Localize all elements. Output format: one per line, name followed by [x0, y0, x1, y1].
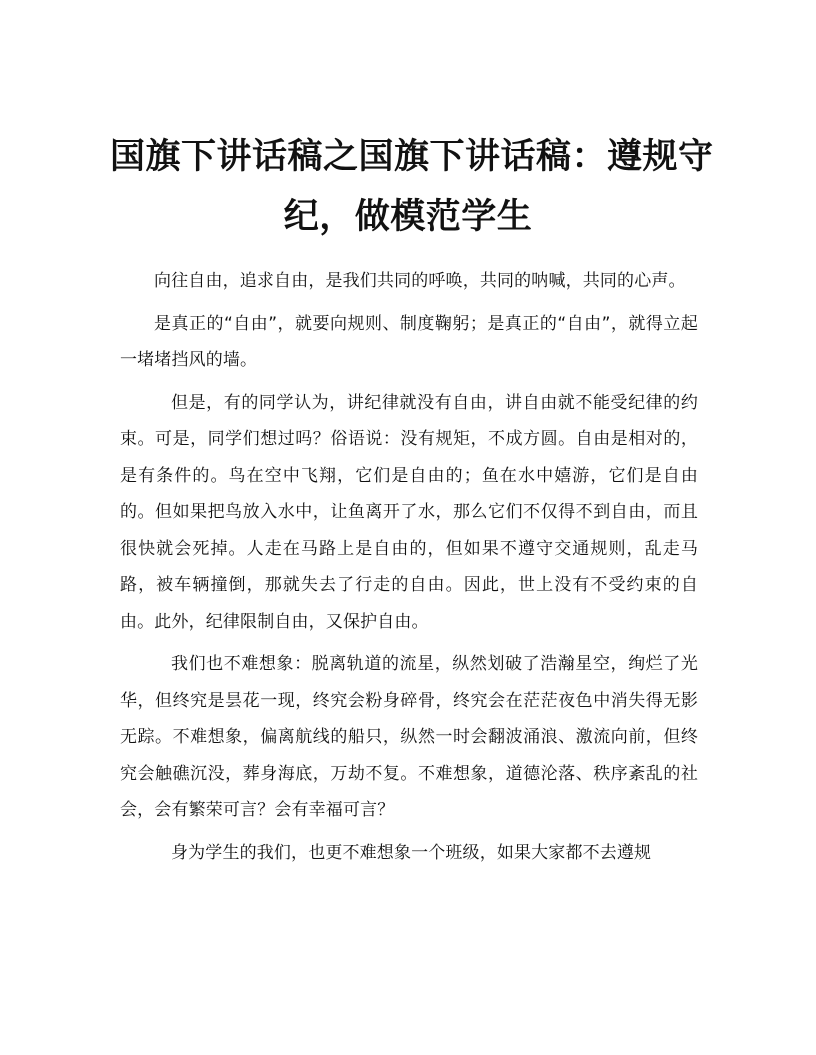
title-line-2: 纪，做模范学生 [283, 196, 533, 238]
paragraph-imagine-consequences: 我们也不难想象：脱离轨道的流星，纵然划破了浩瀚星空，绚烂了光华，但终究是昙花一现，终究会粉身碎骨，终究会在茫茫夜色中消失得无影无踪。不难想象，偏离航线的船只，纵然一时会翻波涌浪、激流向前，但终究会触礁沉没，葬身海底，万劫不复。不难想象，道德沦落、秩序紊乱的社会，会有繁荣可言？会有幸福可言？ [120, 654, 698, 820]
paragraph-freedom-call: 向往自由，追求自由，是我们共同的呼唤，共同的呐喊，共同的心声。 [154, 271, 686, 291]
page-title [110, 127, 714, 247]
title-line-1: 国旗下讲话稿之国旗下讲话稿：遵规守 [110, 136, 714, 178]
paragraph-true-freedom: 是真正的“自由”，就要向规则、制度鞠躬；是真正的“自由”，就得立起一堵堵挡风的墙。 [120, 313, 698, 370]
document-body [120, 263, 698, 877]
paragraph-class-example: 身为学生的我们，也更不难想象一个班级，如果大家都不去遵规 [171, 842, 652, 863]
paragraph-discipline-and-freedom: 但是，有的同学认为，讲纪律就没有自由，讲自由就不能受纪律的约束。可是，同学们想过吗？俗语说：没有规矩，不成方圆。自由是相对的，是有条件的。鸟在空中飞翔，它们是自由的；鱼在水中嬉游，它们是自由的。但如果把鸟放入水中，让鱼离开了水，那么它们不仅得不到自由，而且很快就会死掉。人走在马路上是自由的，但如果不遵守交通规则，乱走马路，被车辆撞倒，那就失去了行走的自由。因此，世上没有不受约束的自由。此外，纪律限制自由，又保护自由。 [120, 392, 698, 632]
